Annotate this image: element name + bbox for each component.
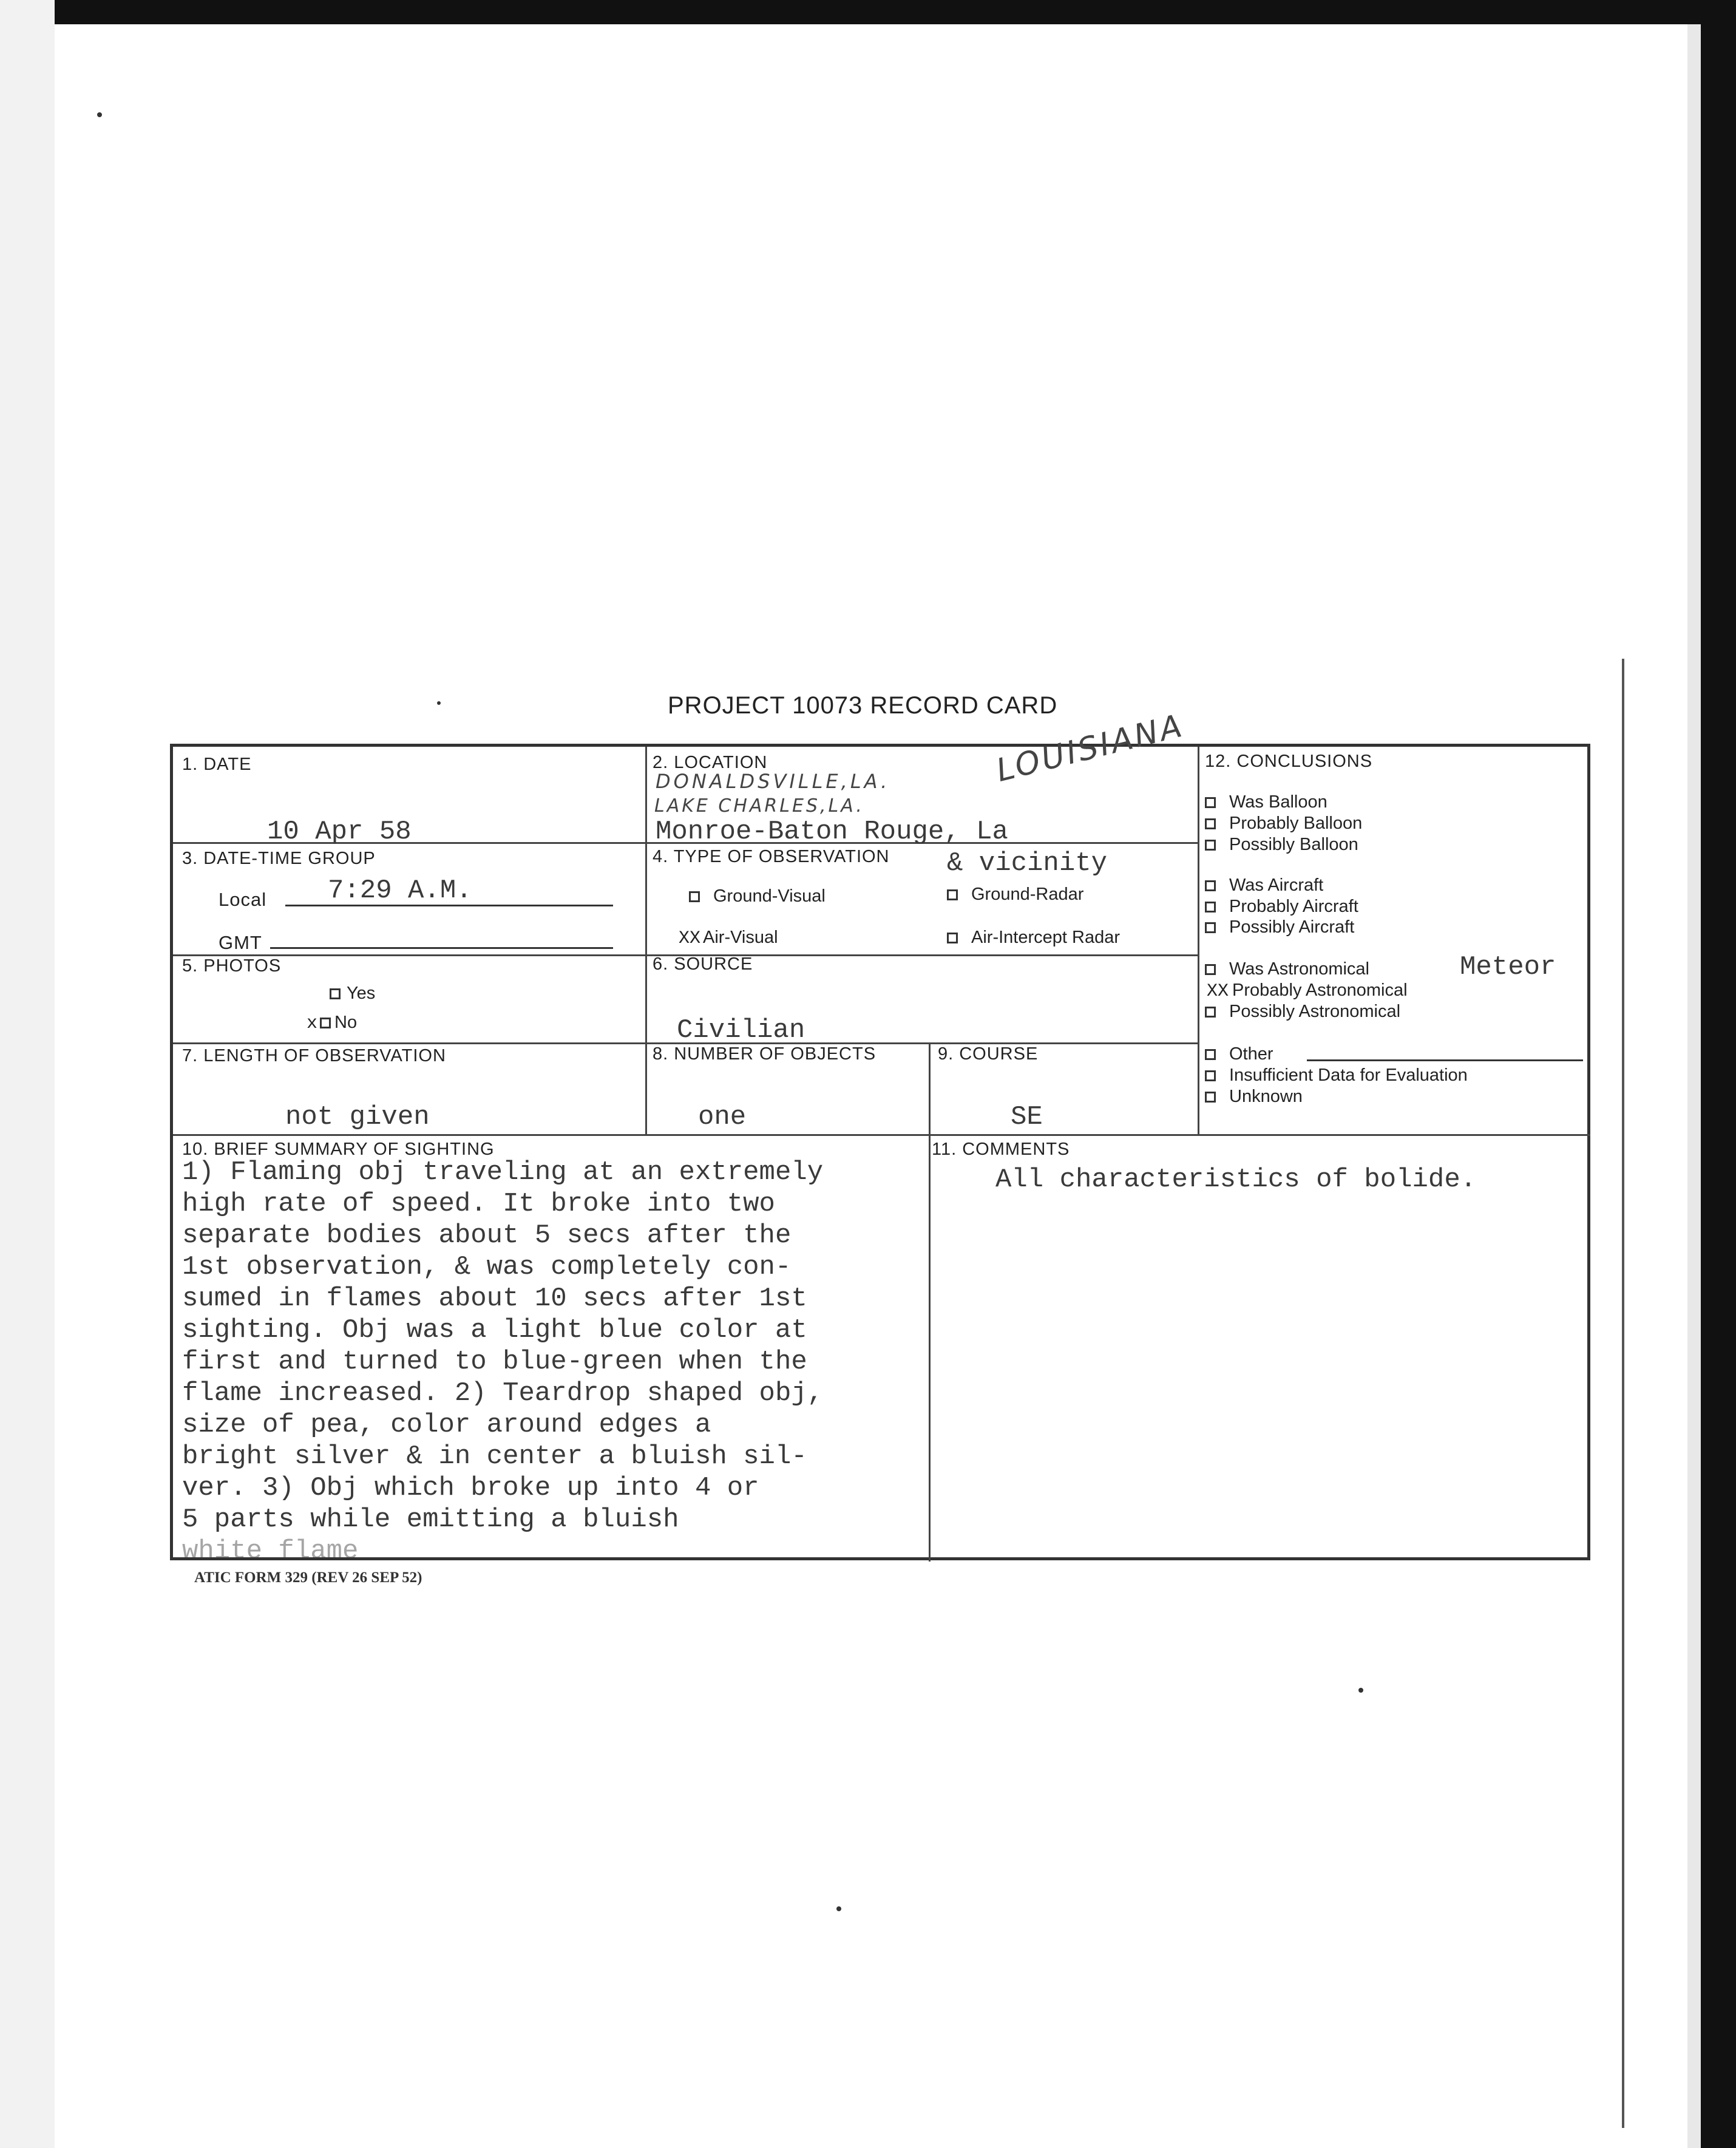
observation-option-ground-visual: Ground-Visual [689,886,826,906]
scan-speck [437,701,441,705]
date-label: 1. DATE [182,755,252,774]
summary-line: separate bodies about 5 secs after the [182,1220,792,1251]
checkbox [1205,1007,1216,1018]
checkbox-mark: XX [1207,981,1229,1002]
conclusion-other: Other [1205,1044,1273,1064]
summary-line: ver. 3) Obj which broke up into 4 or [182,1473,759,1503]
course-label: 9. COURSE [938,1044,1039,1064]
length-of-observation-value: not given [285,1102,430,1132]
photos-label: 5. PHOTOS [182,956,282,976]
location-typed-1: Monroe-Baton Rouge, La [656,817,1008,847]
scan-speck [836,1906,841,1911]
conclusion-probably-aircraft: Probably Aircraft [1205,897,1358,917]
location-handwritten-2: LAKE CHARLES,LA. [654,795,864,817]
summary-line: sighting. Obj was a light blue color at [182,1315,807,1345]
summary-line: 1st observation, & was completely con- [182,1252,792,1282]
conclusion-probably-balloon: Probably Balloon [1205,814,1362,834]
form-footer: ATIC FORM 329 (REV 26 SEP 52) [194,1569,422,1586]
checkbox [1205,797,1216,808]
checkbox [1205,818,1216,829]
scan-border-left [0,0,55,2148]
conclusion-was-astronomical: Was Astronomical [1205,959,1369,979]
observation-option-air-intercept-radar: Air-Intercept Radar [947,928,1120,948]
length-of-observation-label: 7. LENGTH OF OBSERVATION [182,1046,446,1066]
type-of-observation-label: 4. TYPE OF OBSERVATION [653,847,890,866]
conclusion-possibly-balloon: Possibly Balloon [1205,835,1358,855]
checkbox [330,988,341,999]
conclusion-insufficient-data: Insufficient Data for Evaluation [1205,1066,1468,1086]
conclusion-unknown: Unknown [1205,1087,1303,1107]
source-label: 6. SOURCE [653,954,753,974]
number-of-objects-value: one [698,1102,747,1132]
card-edge-line [1622,659,1624,2128]
conclusion-astronomical-note: Meteor [1460,952,1556,982]
checkbox [1205,1092,1216,1103]
card-title: PROJECT 10073 RECORD CARD [668,692,1058,719]
conclusion-possibly-aircraft: Possibly Aircraft [1205,917,1354,937]
conclusion-was-balloon: Was Balloon [1205,792,1327,812]
comments-value: All characteristics of bolide. [995,1164,1477,1195]
summary-label: 10. BRIEF SUMMARY OF SIGHTING [182,1140,495,1159]
checkbox-mark: XX [679,928,701,949]
date-time-group-label: 3. DATE-TIME GROUP [182,849,376,868]
location-label: 2. LOCATION [653,753,768,772]
observation-option-air-visual: XX Air-Visual [679,928,778,949]
comments-label: 11. COMMENTS [932,1140,1070,1159]
summary-line: bright silver & in center a bluish sil- [182,1441,807,1472]
summary-line: white flame [182,1536,359,1566]
local-label: Local [219,889,267,910]
checkbox [947,933,958,943]
summary-line: 1) Flaming obj traveling at an extremely [182,1157,824,1188]
checkbox [1205,1070,1216,1081]
scan-border-top [0,0,1736,24]
other-underline [1307,1059,1583,1061]
conclusion-was-aircraft: Was Aircraft [1205,875,1323,896]
checkbox [947,889,958,900]
location-handwritten-1: DONALDSVILLE,LA. [656,770,890,793]
scan-border-right [1700,0,1736,2148]
checkbox [320,1018,331,1028]
scan-speck [97,112,102,117]
date-value: 10 Apr 58 [267,817,412,847]
course-value: SE [1011,1102,1043,1132]
checkbox [1205,840,1216,851]
summary-line: first and turned to blue-green when the [182,1347,807,1377]
gmt-underline [270,947,613,949]
checkbox [1205,1049,1216,1060]
checkbox [1205,902,1216,913]
observation-option-ground-radar: Ground-Radar [947,885,1083,905]
conclusions-label: 12. CONCLUSIONS [1205,752,1373,771]
checkbox [1205,922,1216,933]
checkbox-mark: x [307,1013,318,1034]
scan-speck [1358,1688,1363,1693]
number-of-objects-label: 8. NUMBER OF OBJECTS [653,1044,876,1064]
gmt-label: GMT [219,932,262,953]
summary-line: 5 parts while emitting a bluish [182,1504,679,1535]
location-typed-2: & vicinity [947,848,1108,879]
checkbox [1205,964,1216,975]
checkbox [689,891,700,902]
summary-text [182,1157,1093,1566]
checkbox [1205,880,1216,891]
scan-border-right-inner [1687,24,1701,2148]
conclusion-probably-astronomical: XX Probably Astronomical [1207,981,1408,1002]
photos-option-yes: Yes [330,984,375,1004]
location-handwritten-state: LOUISIANA [992,707,1188,789]
local-value: 7:29 A.M. [328,875,472,906]
photos-option-no: x No [307,1013,358,1034]
source-value: Civilian [677,1015,805,1045]
summary-line: sumed in flames about 10 secs after 1st [182,1283,807,1314]
conclusion-possibly-astronomical: Possibly Astronomical [1205,1002,1400,1022]
summary-line: high rate of speed. It broke into two [182,1189,775,1219]
summary-line: flame increased. 2) Teardrop shaped obj, [182,1378,824,1409]
summary-line: size of pea, color around edges a [182,1410,711,1440]
